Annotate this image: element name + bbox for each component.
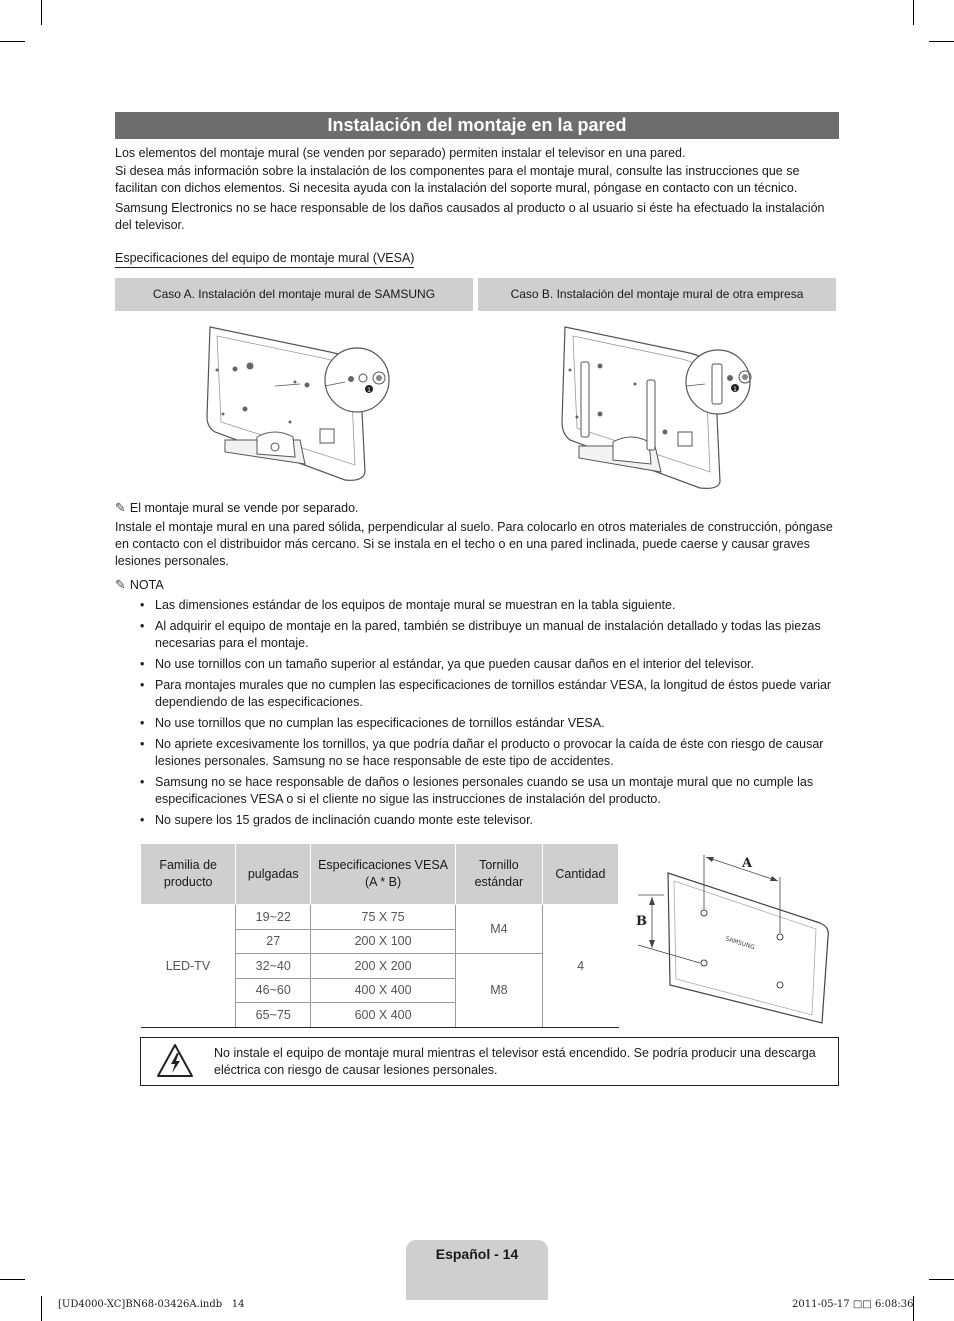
note-label: NOTA [129, 578, 164, 592]
page-number: 14 [502, 1246, 519, 1262]
size-cell: 65~75 [236, 1003, 311, 1028]
list-item: • No use tornillos que no cumplan las especificaciones de tornillos estándar VESA. [140, 715, 840, 732]
crop-mark [41, 1296, 42, 1321]
crop-mark [929, 41, 954, 42]
crop-mark [913, 0, 914, 25]
case-b-header: Caso B. Instalación del montaje mural de otra empresa [478, 278, 836, 311]
list-item: • Samsung no se hace responsable de daños o lesiones personales cuando se usa un montaje mural que no cumple las especificaciones VESA o si el cliente no sigue las instrucciones de instalación del producto. [140, 774, 840, 808]
footer-timestamp [792, 1299, 914, 1310]
case-a-header: Caso A. Instalación del montaje mural de SAMSUNG [115, 278, 473, 311]
page-number-tab [406, 1240, 548, 1300]
list-item: • No supere los 15 grados de inclinación cuando monte este televisor. [140, 812, 840, 829]
tv-back-figure-samsung-mount [195, 322, 405, 490]
vesa-cell: 200 X 100 [311, 929, 456, 954]
dimension-label-b: B [636, 914, 647, 929]
list-item: • Las dimensiones estándar de los equipos de montaje mural se muestran en la tabla siguiente. [140, 597, 840, 614]
vesa-subheading: Especificaciones del equipo de montaje mural (VESA) [115, 251, 414, 268]
size-cell: 19~22 [236, 905, 311, 930]
table-header: Familia de producto [141, 844, 236, 905]
crop-mark [0, 41, 25, 42]
size-cell: 46~60 [236, 978, 311, 1003]
list-item: • Al adquirir el equipo de montaje en la pared, también se distribuye un manual de instalación detallado y todas las piezas necesarias para el montaje. [140, 618, 840, 652]
note-sold-separately [115, 499, 359, 517]
crop-mark [0, 1279, 25, 1280]
table-row [141, 905, 619, 930]
size-cell: 32~40 [236, 954, 311, 979]
callout-number: 1 [733, 386, 737, 393]
warning-box [140, 1037, 839, 1086]
warning-text: No instale el equipo de montaje mural mientras el televisor está encendido. Se podría producir una descarga eléctrica con riesgo de causar lesiones personales. [214, 1046, 816, 1077]
list-item: • Para montajes murales que no cumplen las especificaciones de tornillos estándar VESA, la longitud de éstos puede variar dependiendo de las especificaciones. [140, 677, 840, 711]
footer-mid: □□ [852, 1299, 872, 1310]
footer-file-info: [UD4000-XC]BN68-03426A.indb 14 [58, 1299, 245, 1310]
table-header: Especificaciones VESA (A * B) [311, 844, 456, 905]
list-item: • No apriete excesivamente los tornillos, ya que podría dañar el producto o provocar la caída de éste con riesgo de causar lesiones personales. Samsung no se hace responsable de este tipo de accidentes. [140, 736, 840, 770]
install-paragraph: Instale el montaje mural en una pared sólida, perpendicular al suelo. Para colocarlo en otros materiales de construcción, póngase en contacto con el distribuidor más cercano. Si se instala en el techo o en una pared inclinada, puede caerse y causar graves lesiones personales. [115, 520, 833, 568]
table-header: Cantidad [542, 844, 618, 905]
table-header: Tornillo estándar [456, 844, 543, 905]
intro-paragraph-2: Si desea más información sobre la instalación de los componentes para el montaje mural, consulte las instrucciones que se facilitan con dichos elementos. Si necesita ayuda con la instalación del soporte mural, póngase en contacto con un técnico. [115, 164, 800, 195]
vesa-cell: 400 X 400 [311, 978, 456, 1003]
note-sold-separately-text: El montaje mural se vende por separado. [129, 501, 359, 515]
intro-paragraph-1: Los elementos del montaje mural (se venden por separado) permiten instalar el televisor en una pared. [115, 146, 686, 160]
vesa-dimension-diagram [630, 845, 840, 1025]
product-family-cell: LED-TV [141, 905, 236, 1028]
callout-number: 1 [367, 387, 371, 394]
crop-mark [929, 1279, 954, 1280]
page-label [406, 1246, 548, 1262]
quantity-cell: 4 [542, 905, 618, 1028]
screw-cell: M4 [456, 905, 543, 954]
pencil-note-icon: ✎ [115, 577, 126, 592]
list-item: • No use tornillos con un tamaño superior al estándar, ya que pueden causar daños en el interior del televisor. [140, 656, 840, 673]
vesa-cell: 75 X 75 [311, 905, 456, 930]
intro-paragraph-3: Samsung Electronics no se hace responsable de los daños causados al producto o al usuario si éste ha efectuado la instalación del televisor. [115, 201, 825, 232]
notes-list [140, 597, 840, 833]
note-heading [115, 576, 164, 594]
electric-shock-warning-icon [156, 1043, 194, 1079]
page-separator: - [490, 1246, 503, 1262]
pencil-note-icon: ✎ [115, 500, 126, 515]
size-cell: 27 [236, 929, 311, 954]
tv-back-figure-other-mount [555, 322, 765, 494]
vesa-cell: 200 X 200 [311, 954, 456, 979]
crop-mark [41, 0, 42, 25]
dimension-label-a: A [742, 856, 753, 871]
brand-logo-text: SAMSUNG [724, 935, 756, 952]
screw-cell: M8 [456, 954, 543, 1028]
vesa-cell: 600 X 400 [311, 1003, 456, 1028]
vesa-spec-table [140, 843, 619, 1028]
table-header: pulgadas [236, 844, 311, 905]
section-title: Instalación del montaje en la pared [115, 112, 839, 139]
page-language: Español [435, 1246, 491, 1262]
footer-time: 6:08:36 [874, 1299, 914, 1310]
footer-date: 2011-05-17 [792, 1299, 850, 1310]
